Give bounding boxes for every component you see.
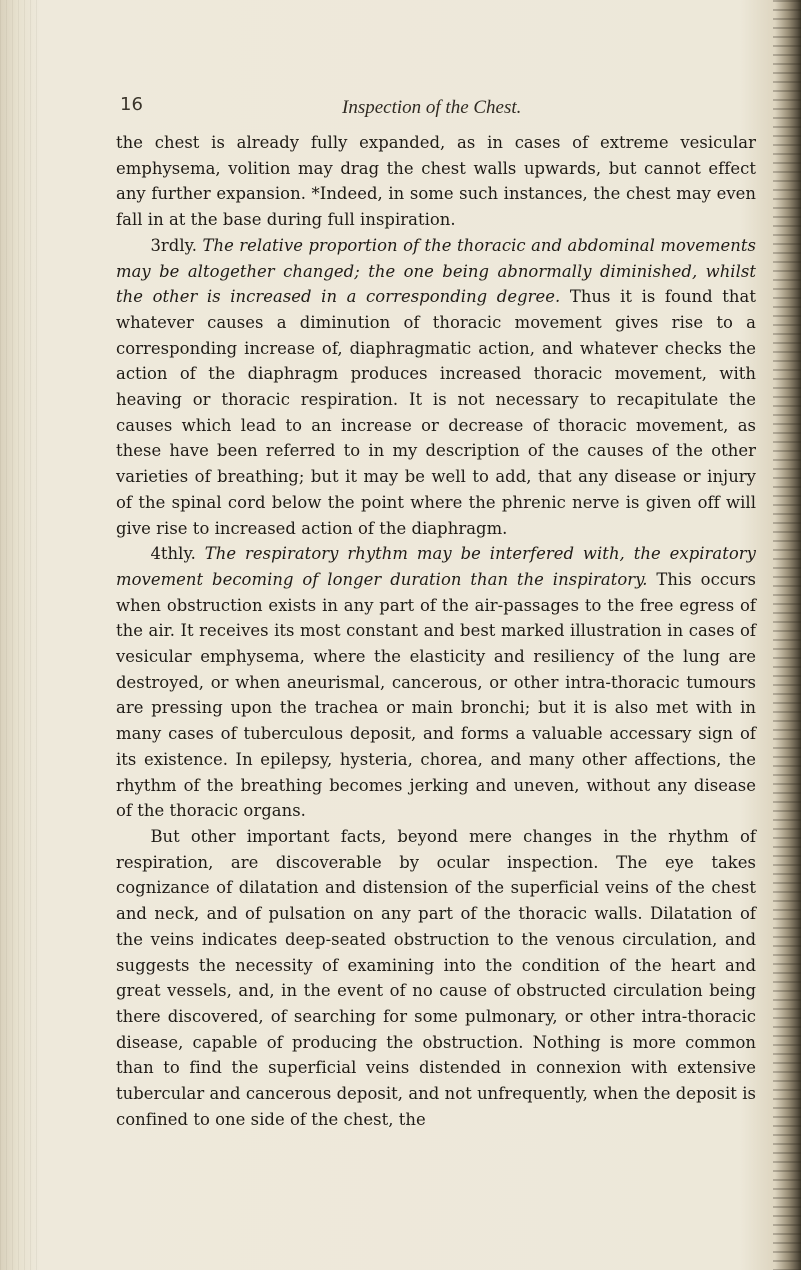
paragraph-text: But other important facts, beyond mere changes in the rhythm of respiration, are discoverable by ocular inspection. The eye takes cognizance of dilatation and distension of the superficial veins of the chest and neck, and of pulsation on any part of the thoracic walls. Dilatation of the veins indicates deep-seated obstruction to the venous circulation, and suggests the necessity of examining into the condition of the heart and great vessels, and, in the event of no cause of obstructed circulation being there discovered, of searching for some pulmonary, or other intra-thoracic disease, capable of producing the obstruction. Nothing is more common than to find the superficial veins distended in connexion with extensive tubercular and cancerous deposit, and not unfrequently, when the deposit is confined to one side of the chest, the	[116, 826, 756, 1129]
paragraph-continuation	[116, 130, 756, 233]
page-edge-shadow	[773, 0, 801, 1270]
paragraph-veins	[116, 824, 756, 1132]
paragraph-italic-heading: The respiratory rhythm may be interfered with, the expiratory movement becoming of longer duration than the inspiratory.	[116, 544, 756, 589]
paragraph-lead: 4thly.	[150, 544, 205, 564]
paragraph-text: Thus it is found that whatever causes a diminution of thoracic movement gives rise to a corresponding increase of, diaphragmatic action, and whatever checks the action of the diaphragm produces increased thoracic movement, with heaving or thoracic respiration. It is not necessary to recapitulate the causes which lead to an increase or decrease of thoracic movement, as these have been referred to in my description of the causes of the other varieties of breathing; but it may be well to add, that any disease or injury of the spinal cord below the point where the phrenic nerve is given off will give rise to increased action of the diaphragm.	[116, 287, 756, 538]
paragraph-lead: 3rdly.	[150, 235, 203, 255]
paragraph-text: the chest is already fully expanded, as in cases of extreme vesicular emphysema, volition may drag the chest walls upwards, but cannot effect any further expansion. *Indeed, in some such instances, the chest may even fall in at the base during full inspiration.	[116, 133, 756, 230]
paragraph-4thly	[116, 541, 756, 824]
paragraph-italic-heading: The relative proportion of the thoracic and abdominal movements may be altogether changed; the one being abnormally diminished, whilst the other is increased in a corresponding degree.	[116, 235, 756, 307]
page-gutter-shadow	[0, 0, 40, 1270]
body-text	[116, 130, 756, 1132]
page-number: 16	[120, 94, 143, 115]
paragraph-3rdly	[116, 233, 756, 541]
page-header	[120, 94, 760, 122]
running-head: Inspection of the Chest.	[342, 97, 522, 118]
paragraph-text: This occurs when obstruction exists in any part of the air-passages to the free egress of the air. It receives its most constant and best marked illustration in cases of vesicular emphysema, where the elasticity and resiliency of the lung are destroyed, or when aneurismal, cancerous, or other intra-thoracic tumours are pressing upon the trachea or main bronchi; but it is also met with in many cases of tuberculous deposit, and forms a valuable accessary sign of its existence. In epilepsy, hysteria, chorea, and many other affections, the rhythm of the breathing becomes jerking and uneven, without any disease of the thoracic organs.	[116, 569, 756, 821]
